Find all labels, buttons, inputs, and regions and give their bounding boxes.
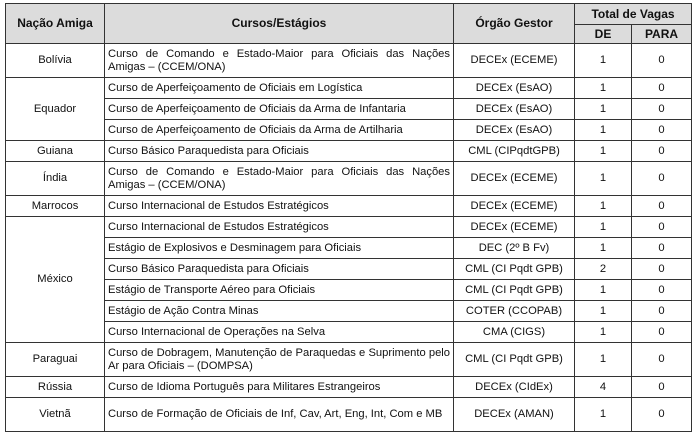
course-cell: Estágio de Ação Contra Minas (105, 301, 454, 322)
table-row (6, 78, 692, 99)
de-cell: 1 (575, 44, 632, 78)
course-cell: Estágio de Transporte Aéreo para Oficiais (105, 280, 454, 301)
para-cell: 0 (632, 238, 692, 259)
de-cell: 1 (575, 301, 632, 322)
organ-cell: CML (CIPqdtGPB) (454, 141, 575, 162)
de-cell: 1 (575, 120, 632, 141)
de-cell: 1 (575, 196, 632, 217)
organ-cell: DECEx (AMAN) (454, 398, 575, 432)
table-row (6, 280, 692, 301)
organ-cell: CMA (CIGS) (454, 322, 575, 343)
nation-cell: Marrocos (6, 196, 105, 217)
course-cell: Curso de Aperfeiçoamento de Oficiais em Logística (105, 78, 454, 99)
para-cell: 0 (632, 196, 692, 217)
course-cell: Curso de Formação de Oficiais de Inf, Cav, Art, Eng, Int, Com e MB (105, 398, 454, 432)
para-cell: 0 (632, 301, 692, 322)
nation-cell: Guiana (6, 141, 105, 162)
de-cell: 1 (575, 343, 632, 377)
nation-cell: Índia (6, 162, 105, 196)
vacancies-table (5, 3, 692, 432)
table-row (6, 162, 692, 196)
table-row (6, 377, 692, 398)
table-row (6, 44, 692, 78)
header-organ: Órgão Gestor (454, 4, 575, 44)
nation-cell: Equador (6, 78, 105, 141)
para-cell: 0 (632, 280, 692, 301)
header-total-vacancies: Total de Vagas (575, 4, 692, 25)
table-row (6, 141, 692, 162)
course-cell: Curso de Aperfeiçoamento de Oficiais da Arma de Infantaria (105, 99, 454, 120)
table-row (6, 217, 692, 238)
nation-cell: Bolívia (6, 44, 105, 78)
table-row (6, 343, 692, 377)
nation-cell: Vietnã (6, 398, 105, 432)
course-cell: Curso Básico Paraquedista para Oficiais (105, 141, 454, 162)
organ-cell: DEC (2º B Fv) (454, 238, 575, 259)
course-cell: Curso Básico Paraquedista para Oficiais (105, 259, 454, 280)
organ-cell: COTER (CCOPAB) (454, 301, 575, 322)
de-cell: 1 (575, 162, 632, 196)
table-row (6, 398, 692, 432)
nation-cell: México (6, 217, 105, 343)
de-cell: 1 (575, 280, 632, 301)
para-cell: 0 (632, 322, 692, 343)
para-cell: 0 (632, 78, 692, 99)
para-cell: 0 (632, 141, 692, 162)
de-cell: 1 (575, 99, 632, 120)
table-row (6, 322, 692, 343)
table-row (6, 99, 692, 120)
para-cell: 0 (632, 259, 692, 280)
de-cell: 4 (575, 377, 632, 398)
table-row (6, 301, 692, 322)
header-courses: Cursos/Estágios (105, 4, 454, 44)
para-cell: 0 (632, 99, 692, 120)
para-cell: 0 (632, 120, 692, 141)
header-row (6, 4, 692, 25)
course-cell: Curso de Comando e Estado-Maior para Oficiais das Nações Amigas – (CCEM/ONA) (105, 162, 454, 196)
nation-cell: Paraguai (6, 343, 105, 377)
course-cell: Curso Internacional de Operações na Selva (105, 322, 454, 343)
organ-cell: DECEx (EsAO) (454, 99, 575, 120)
de-cell: 2 (575, 259, 632, 280)
para-cell: 0 (632, 44, 692, 78)
table-row (6, 120, 692, 141)
para-cell: 0 (632, 217, 692, 238)
table-row (6, 238, 692, 259)
organ-cell: DECEx (ECEME) (454, 44, 575, 78)
nation-cell: Rússia (6, 377, 105, 398)
organ-cell: CML (CI Pqdt GPB) (454, 259, 575, 280)
organ-cell: DECEx (ECEME) (454, 162, 575, 196)
de-cell: 1 (575, 238, 632, 259)
organ-cell: DECEx (CIdEx) (454, 377, 575, 398)
organ-cell: DECEx (EsAO) (454, 120, 575, 141)
organ-cell: CML (CI Pqdt GPB) (454, 343, 575, 377)
table-row (6, 259, 692, 280)
course-cell: Curso Internacional de Estudos Estratégicos (105, 217, 454, 238)
organ-cell: DECEx (ECEME) (454, 196, 575, 217)
de-cell: 1 (575, 322, 632, 343)
header-para: PARA (632, 25, 692, 44)
organ-cell: CML (CI Pqdt GPB) (454, 280, 575, 301)
de-cell: 1 (575, 78, 632, 99)
course-cell: Curso de Comando e Estado-Maior para Oficiais das Nações Amigas – (CCEM/ONA) (105, 44, 454, 78)
course-cell: Curso de Aperfeiçoamento de Oficiais da Arma de Artilharia (105, 120, 454, 141)
header-de: DE (575, 25, 632, 44)
course-cell: Estágio de Explosivos e Desminagem para Oficiais (105, 238, 454, 259)
para-cell: 0 (632, 162, 692, 196)
table-row (6, 196, 692, 217)
organ-cell: DECEx (ECEME) (454, 217, 575, 238)
de-cell: 1 (575, 141, 632, 162)
course-cell: Curso de Dobragem, Manutenção de Paraquedas e Suprimento pelo Ar para Oficiais – (DOMPSA) (105, 343, 454, 377)
de-cell: 1 (575, 217, 632, 238)
para-cell: 0 (632, 343, 692, 377)
organ-cell: DECEx (EsAO) (454, 78, 575, 99)
course-cell: Curso de Idioma Português para Militares Estrangeiros (105, 377, 454, 398)
para-cell: 0 (632, 398, 692, 432)
header-nation: Nação Amiga (6, 4, 105, 44)
para-cell: 0 (632, 377, 692, 398)
course-cell: Curso Internacional de Estudos Estratégicos (105, 196, 454, 217)
de-cell: 1 (575, 398, 632, 432)
